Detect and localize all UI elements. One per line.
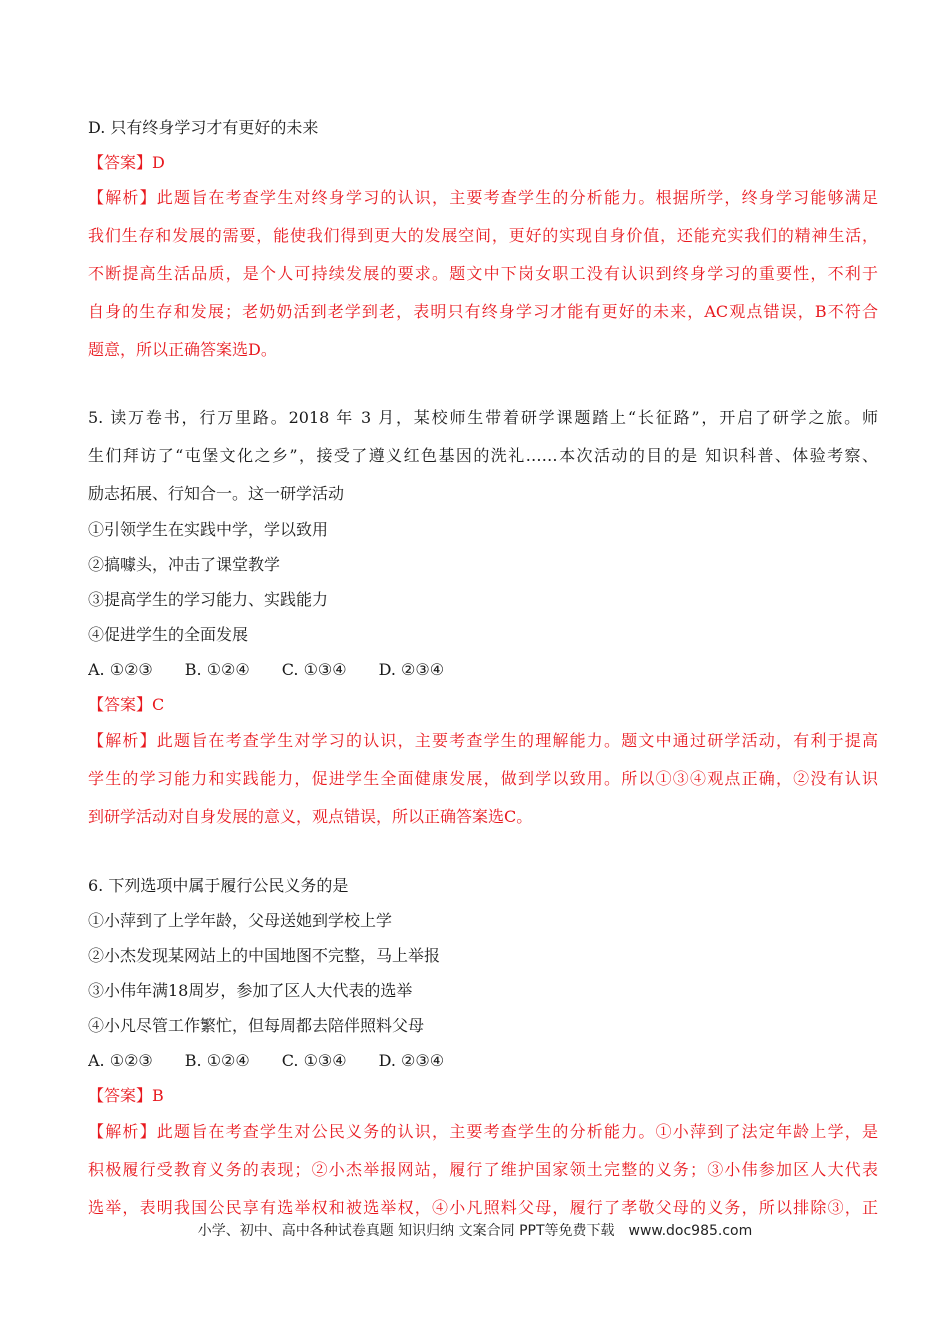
question-6-item: ①小萍到了上学年龄，父母送她到学校上学	[88, 911, 393, 930]
answer-label: 【答案】D	[88, 153, 165, 172]
answer-label: 【答案】B	[88, 1086, 164, 1105]
analysis-line: 自身的生存和发展；老奶奶活到老学到老，表明只有终身学习才能有更好的未来，AC观点错误，B不符合	[88, 302, 878, 321]
question-6-item: ③小伟年满18周岁，参加了区人大代表的选举	[88, 981, 413, 1000]
question-5-options: A. ①②③ B. ①②④ C. ①③④ D. ②③④	[88, 660, 445, 679]
question-6-stem: 6. 下列选项中属于履行公民义务的是	[88, 876, 349, 895]
analysis-line: 题意，所以正确答案选D。	[88, 340, 277, 359]
question-5-stem: 生们拜访了“屯堡文化之乡”，接受了遵义红色基因的洗礼……本次活动的目的是 知识科普、体验考察、	[88, 446, 878, 465]
analysis-line: 到研学活动对自身发展的意义，观点错误，所以正确答案选C。	[88, 807, 533, 826]
analysis-line: 学生的学习能力和实践能力，促进学生全面健康发展，做到学以致用。所以①③④观点正确，②没有认识	[88, 769, 878, 788]
question-5-item: ②搞噱头，冲击了课堂教学	[88, 555, 281, 574]
question-5-stem: 5. 读万卷书，行万里路。2018 年 3 月，某校师生带着研学课题踏上“长征路”，开启了研学之旅。师	[88, 408, 878, 427]
question-6-options: A. ①②③ B. ①②④ C. ①③④ D. ②③④	[88, 1051, 445, 1070]
analysis-line: 不断提高生活品质，是个人可持续发展的要求。题文中下岗女职工没有认识到终身学习的重要性，不利于	[88, 264, 878, 283]
analysis-line: 积极履行受教育义务的表现；②小杰举报网站，履行了维护国家领土完整的义务；③小伟参加区人大代表	[88, 1160, 878, 1179]
analysis-line: 【解析】此题旨在考查学生对公民义务的认识，主要考查学生的分析能力。①小萍到了法定年龄上学，是	[88, 1122, 878, 1141]
analysis-line: 我们生存和发展的需要，能使我们得到更大的发展空间，更好的实现自身价值，还能充实我们的精神生活，	[88, 226, 878, 245]
analysis-line: 【解析】此题旨在考查学生对终身学习的认识，主要考查学生的分析能力。根据所学，终身学习能够满足	[88, 188, 878, 207]
analysis-line: 选举，表明我国公民享有选举权和被选举权，④小凡照料父母，履行了孝敬父母的义务，所以排除③，正	[88, 1198, 878, 1217]
question-6-item: ④小凡尽管工作繁忙，但每周都去陪伴照料父母	[88, 1016, 425, 1035]
analysis-line: 【解析】此题旨在考查学生对学习的认识，主要考查学生的理解能力。题文中通过研学活动，有利于提高	[88, 731, 878, 750]
page-footer: 小学、初中、高中各种试卷真题 知识归纳 文案合同 PPT等免费下载 www.doc985.com	[197, 1223, 753, 1239]
option-d: D. 只有终身学习才有更好的未来	[88, 118, 319, 137]
answer-label: 【答案】C	[88, 695, 165, 714]
question-5-stem: 励志拓展、行知合一。这一研学活动	[88, 484, 345, 503]
question-5-item: ③提高学生的学习能力、实践能力	[88, 590, 329, 609]
question-5-item: ①引领学生在实践中学，学以致用	[88, 520, 329, 539]
question-5-item: ④促进学生的全面发展	[88, 625, 249, 644]
question-6-item: ②小杰发现某网站上的中国地图不完整，马上举报	[88, 946, 441, 965]
